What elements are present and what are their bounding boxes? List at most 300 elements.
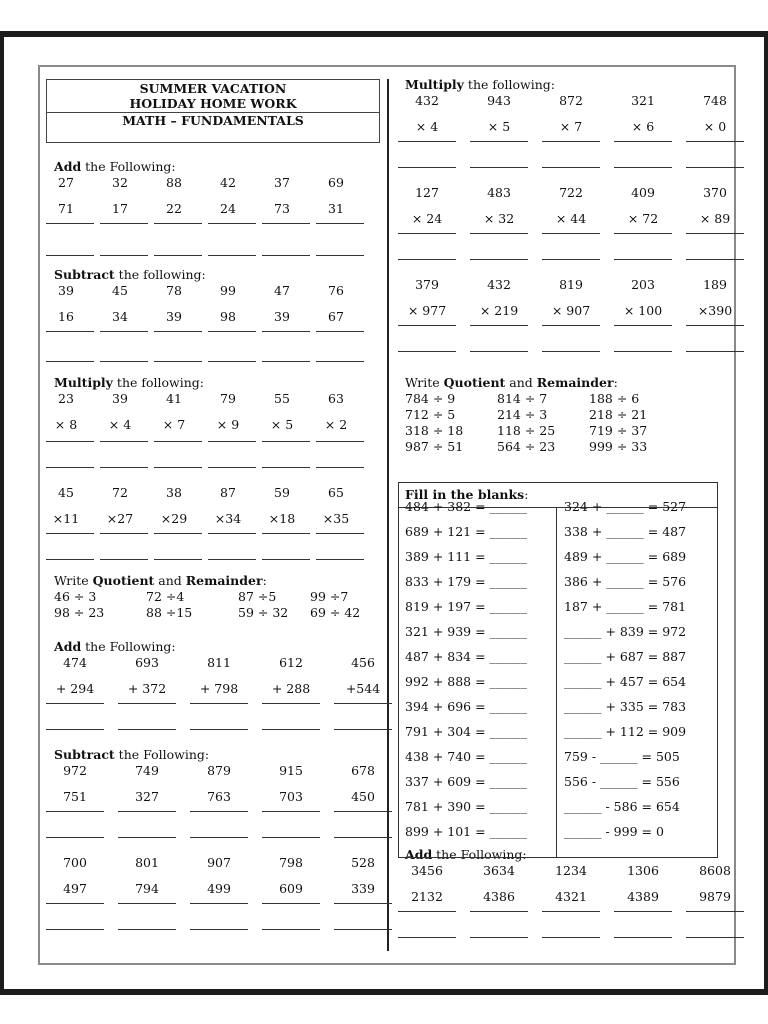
- sub1-line-2: [154, 331, 202, 332]
- mul1-answer-line-0: [46, 467, 94, 468]
- sub1-answer-line-0: [46, 361, 94, 362]
- add1-line-3: [208, 223, 256, 224]
- mul1b-top-3: 87: [220, 485, 236, 500]
- fill-right-1: 338 + ______ = 487: [564, 524, 687, 539]
- add2-answer-line-0: [46, 729, 104, 730]
- add1-line-5: [316, 223, 364, 224]
- right-div-3-2: 999 ÷ 33: [589, 439, 648, 454]
- sub2-top-0: 972: [63, 763, 87, 778]
- add1-top-3: 42: [220, 175, 236, 190]
- add1-bottom-1: 17: [112, 201, 128, 216]
- add2-bottom-0: + 294: [55, 681, 95, 696]
- fill-right-7: ______ + 457 = 654: [564, 674, 687, 689]
- rmul2-bottom-2: × 44: [555, 211, 587, 226]
- fill-left-10: 438 + 740 = ______: [405, 749, 528, 764]
- add2-line-2: [190, 703, 248, 704]
- add1-answer-line-3: [208, 255, 256, 256]
- rmul3-answer-line-0: [398, 351, 456, 352]
- mul1-top-4: 55: [274, 391, 290, 406]
- fill-right-13: ______ - 999 = 0: [564, 824, 664, 839]
- rmul1-bottom-1: × 5: [487, 119, 511, 134]
- add2-line-0: [46, 703, 104, 704]
- rmul1-line-2: [542, 141, 600, 142]
- rmul1-top-0: 432: [415, 93, 439, 108]
- mul1b-line-1: [100, 533, 148, 534]
- sub2b-top-4: 528: [351, 855, 375, 870]
- add2-answer-line-3: [262, 729, 320, 730]
- sub2-line-1: [118, 811, 176, 812]
- sub2b-bottom-1: 794: [135, 881, 159, 896]
- heading-add-right: Add the Following:: [405, 847, 527, 862]
- page-frame: [0, 31, 768, 995]
- sub2b-line-3: [262, 903, 320, 904]
- radd-line-3: [614, 911, 672, 912]
- sub1-line-3: [208, 331, 256, 332]
- sub2b-bottom-0: 497: [63, 881, 87, 896]
- fill-right-11: 556 - ______ = 556: [564, 774, 680, 789]
- fill-blanks-heading: Fill in the blanks:: [405, 487, 529, 502]
- mul1-bottom-2: × 7: [162, 417, 186, 432]
- rmul3-answer-line-2: [542, 351, 600, 352]
- sub1-top-4: 47: [274, 283, 290, 298]
- rmul2-line-1: [470, 233, 528, 234]
- sub2b-answer-line-4: [334, 929, 392, 930]
- radd-answer-line-4: [686, 937, 744, 938]
- rmul1-top-1: 943: [487, 93, 511, 108]
- mul1b-bottom-1: ×27: [106, 511, 134, 526]
- sub2b-line-0: [46, 903, 104, 904]
- sub2b-answer-line-0: [46, 929, 104, 930]
- rmul1-answer-line-3: [614, 167, 672, 168]
- add1-top-1: 32: [112, 175, 128, 190]
- add2-answer-line-4: [334, 729, 392, 730]
- rmul3-line-4: [686, 325, 744, 326]
- rmul2-answer-line-0: [398, 259, 456, 260]
- radd-bottom-1: 4386: [483, 889, 515, 904]
- add2-bottom-2: + 798: [199, 681, 239, 696]
- rmul3-line-2: [542, 325, 600, 326]
- sub2b-top-3: 798: [279, 855, 303, 870]
- rmul3-bottom-3: × 100: [623, 303, 663, 318]
- rmul2-answer-line-3: [614, 259, 672, 260]
- fill-left-5: 321 + 939 = ______: [405, 624, 528, 639]
- rmul2-line-4: [686, 233, 744, 234]
- heading-add-2: Add the Following:: [54, 639, 176, 654]
- mul1b-bottom-2: ×29: [160, 511, 188, 526]
- mul1b-top-0: 45: [58, 485, 74, 500]
- add1-top-4: 37: [274, 175, 290, 190]
- sub1-top-0: 39: [58, 283, 74, 298]
- sub1-bottom-5: 67: [328, 309, 344, 324]
- right-div-2-0: 318 ÷ 18: [405, 423, 464, 438]
- rmul3-bottom-1: × 219: [479, 303, 519, 318]
- mul1-top-2: 41: [166, 391, 182, 406]
- title-line-2: HOLIDAY HOME WORK: [129, 96, 297, 111]
- add2-line-1: [118, 703, 176, 704]
- sub2b-answer-line-1: [118, 929, 176, 930]
- rmul1-bottom-4: × 0: [703, 119, 727, 134]
- sub2-top-3: 915: [279, 763, 303, 778]
- heading-subtract-2: Subtract the Following:: [54, 747, 210, 762]
- left-div-r2-0: 98 ÷ 23: [54, 605, 105, 620]
- add1-top-5: 69: [328, 175, 344, 190]
- rmul2-answer-line-2: [542, 259, 600, 260]
- rmul3-top-1: 432: [487, 277, 511, 292]
- fill-blanks-divider: [556, 507, 557, 857]
- sub1-bottom-0: 16: [58, 309, 74, 324]
- fill-left-3: 833 + 179 = ______: [405, 574, 528, 589]
- sub1-top-3: 99: [220, 283, 236, 298]
- rmul3-top-4: 189: [703, 277, 727, 292]
- mul1b-top-5: 65: [328, 485, 344, 500]
- fill-left-7: 992 + 888 = ______: [405, 674, 528, 689]
- rmul1-answer-line-1: [470, 167, 528, 168]
- sub1-line-1: [100, 331, 148, 332]
- fill-left-0: 484 + 382 = ______: [405, 499, 528, 514]
- mul1-bottom-1: × 4: [108, 417, 132, 432]
- radd-bottom-3: 4389: [627, 889, 659, 904]
- mul1-top-0: 23: [58, 391, 74, 406]
- sub2-line-3: [262, 811, 320, 812]
- sub2-bottom-2: 763: [207, 789, 231, 804]
- left-div-r1-3: 99 ÷7: [310, 589, 349, 604]
- radd-line-2: [542, 911, 600, 912]
- mul1-answer-line-1: [100, 467, 148, 468]
- sub2b-line-2: [190, 903, 248, 904]
- rmul3-bottom-0: × 977: [407, 303, 447, 318]
- mul1b-answer-line-2: [154, 559, 202, 560]
- heading-quotient-left: Write Quotient and Remainder:: [54, 573, 267, 588]
- mul1-answer-line-2: [154, 467, 202, 468]
- sub1-bottom-4: 39: [274, 309, 290, 324]
- add2-answer-line-2: [190, 729, 248, 730]
- sub2-bottom-1: 327: [135, 789, 159, 804]
- mul1b-line-3: [208, 533, 256, 534]
- add2-line-4: [334, 703, 392, 704]
- heading-subtract-1: Subtract the following:: [54, 267, 206, 282]
- fill-right-12: ______ - 586 = 654: [564, 799, 680, 814]
- worksheet-border: [38, 65, 736, 965]
- radd-answer-line-1: [470, 937, 528, 938]
- fill-right-2: 489 + ______ = 689: [564, 549, 687, 564]
- sub2-top-2: 879: [207, 763, 231, 778]
- sub1-bottom-2: 39: [166, 309, 182, 324]
- right-div-0-2: 188 ÷ 6: [589, 391, 640, 406]
- sub1-bottom-3: 98: [220, 309, 236, 324]
- add2-answer-line-1: [118, 729, 176, 730]
- rmul1-line-1: [470, 141, 528, 142]
- sub2b-bottom-4: 339: [351, 881, 375, 896]
- rmul2-bottom-3: × 72: [627, 211, 659, 226]
- sub1-top-2: 78: [166, 283, 182, 298]
- mul1-bottom-0: × 8: [54, 417, 78, 432]
- left-div-r2-1: 88 ÷15: [146, 605, 193, 620]
- rmul3-line-0: [398, 325, 456, 326]
- mul1b-top-2: 38: [166, 485, 182, 500]
- sub2-answer-line-3: [262, 837, 320, 838]
- left-div-r1-0: 46 ÷ 3: [54, 589, 97, 604]
- sub2-answer-line-4: [334, 837, 392, 838]
- mul1b-answer-line-1: [100, 559, 148, 560]
- rmul3-answer-line-1: [470, 351, 528, 352]
- sub1-line-4: [262, 331, 310, 332]
- fill-right-8: ______ + 335 = 783: [564, 699, 687, 714]
- rmul1-bottom-3: × 6: [631, 119, 655, 134]
- mul1b-bottom-5: ×35: [322, 511, 350, 526]
- mul1b-answer-line-4: [262, 559, 310, 560]
- rmul2-bottom-4: × 89: [699, 211, 731, 226]
- sub2b-bottom-3: 609: [279, 881, 303, 896]
- mul1-line-4: [262, 441, 310, 442]
- left-div-r1-2: 87 ÷5: [238, 589, 277, 604]
- mul1-top-3: 79: [220, 391, 236, 406]
- add1-top-0: 27: [58, 175, 74, 190]
- rmul1-line-4: [686, 141, 744, 142]
- right-div-0-1: 814 ÷ 7: [497, 391, 548, 406]
- mul1b-top-1: 72: [112, 485, 128, 500]
- mul1b-line-4: [262, 533, 310, 534]
- add1-line-2: [154, 223, 202, 224]
- rmul3-bottom-4: ×390: [697, 303, 733, 318]
- add2-top-1: 693: [135, 655, 159, 670]
- mul1b-top-4: 59: [274, 485, 290, 500]
- sub1-line-5: [316, 331, 364, 332]
- fill-left-13: 899 + 101 = ______: [405, 824, 528, 839]
- add1-bottom-0: 71: [58, 201, 74, 216]
- heading-quotient-right: Write Quotient and Remainder:: [405, 375, 618, 390]
- right-div-0-0: 784 ÷ 9: [405, 391, 456, 406]
- mul1-top-5: 63: [328, 391, 344, 406]
- mul1-answer-line-4: [262, 467, 310, 468]
- left-div-r2-2: 59 ÷ 32: [238, 605, 289, 620]
- add1-answer-line-5: [316, 255, 364, 256]
- right-div-2-2: 719 ÷ 37: [589, 423, 648, 438]
- radd-line-4: [686, 911, 744, 912]
- left-div-r2-3: 69 ÷ 42: [310, 605, 361, 620]
- add1-answer-line-4: [262, 255, 310, 256]
- mul1-line-2: [154, 441, 202, 442]
- mul1b-answer-line-3: [208, 559, 256, 560]
- add2-bottom-3: + 288: [271, 681, 311, 696]
- add1-line-4: [262, 223, 310, 224]
- fill-right-5: ______ + 839 = 972: [564, 624, 687, 639]
- worksheet-sheet: [4, 37, 764, 989]
- mul1-bottom-3: × 9: [216, 417, 240, 432]
- rmul2-line-2: [542, 233, 600, 234]
- sub2b-line-1: [118, 903, 176, 904]
- sub1-answer-line-3: [208, 361, 256, 362]
- add1-answer-line-0: [46, 255, 94, 256]
- mul1b-line-2: [154, 533, 202, 534]
- sub1-line-0: [46, 331, 94, 332]
- mul1-bottom-4: × 5: [270, 417, 294, 432]
- rmul3-top-3: 203: [631, 277, 655, 292]
- sub2b-answer-line-3: [262, 929, 320, 930]
- rmul1-line-0: [398, 141, 456, 142]
- add2-top-4: 456: [351, 655, 375, 670]
- rmul2-top-2: 722: [559, 185, 583, 200]
- radd-answer-line-2: [542, 937, 600, 938]
- radd-line-1: [470, 911, 528, 912]
- sub2-top-1: 749: [135, 763, 159, 778]
- rmul1-top-2: 872: [559, 93, 583, 108]
- rmul2-answer-line-4: [686, 259, 744, 260]
- add2-line-3: [262, 703, 320, 704]
- title-box: [46, 79, 380, 143]
- right-div-1-1: 214 ÷ 3: [497, 407, 548, 422]
- rmul2-line-0: [398, 233, 456, 234]
- fill-left-12: 781 + 390 = ______: [405, 799, 528, 814]
- mul1-answer-line-5: [316, 467, 364, 468]
- rmul3-line-3: [614, 325, 672, 326]
- sub1-bottom-1: 34: [112, 309, 128, 324]
- sub1-answer-line-4: [262, 361, 310, 362]
- rmul2-bottom-0: × 24: [411, 211, 443, 226]
- right-div-3-1: 564 ÷ 23: [497, 439, 556, 454]
- radd-answer-line-0: [398, 937, 456, 938]
- mul1b-line-0: [46, 533, 94, 534]
- right-div-3-0: 987 ÷ 51: [405, 439, 464, 454]
- rmul2-answer-line-1: [470, 259, 528, 260]
- fill-right-9: ______ + 112 = 909: [564, 724, 687, 739]
- mul1b-line-5: [316, 533, 364, 534]
- mul1b-answer-line-5: [316, 559, 364, 560]
- left-div-r1-1: 72 ÷4: [146, 589, 185, 604]
- add1-answer-line-1: [100, 255, 148, 256]
- sub2-answer-line-1: [118, 837, 176, 838]
- rmul3-bottom-2: × 907: [551, 303, 591, 318]
- rmul1-top-4: 748: [703, 93, 727, 108]
- sub2b-answer-line-2: [190, 929, 248, 930]
- fill-right-4: 187 + ______ = 781: [564, 599, 687, 614]
- heading-multiply-1: Multiply the following:: [54, 375, 205, 390]
- fill-right-3: 386 + ______ = 576: [564, 574, 687, 589]
- sub2-answer-line-2: [190, 837, 248, 838]
- rmul2-top-4: 370: [703, 185, 727, 200]
- radd-top-3: 1306: [627, 863, 659, 878]
- mul1-line-1: [100, 441, 148, 442]
- fill-left-4: 819 + 197 = ______: [405, 599, 528, 614]
- fill-left-6: 487 + 834 = ______: [405, 649, 528, 664]
- radd-top-0: 3456: [411, 863, 443, 878]
- sub2-line-0: [46, 811, 104, 812]
- sub2-bottom-3: 703: [279, 789, 303, 804]
- fill-left-9: 791 + 304 = ______: [405, 724, 528, 739]
- column-divider: [387, 79, 389, 951]
- mul1b-bottom-0: ×11: [52, 511, 80, 526]
- rmul3-top-0: 379: [415, 277, 439, 292]
- add1-answer-line-2: [154, 255, 202, 256]
- radd-top-4: 8608: [699, 863, 731, 878]
- rmul2-top-3: 409: [631, 185, 655, 200]
- heading-multiply-right: Multiply the following:: [405, 77, 556, 92]
- rmul1-answer-line-0: [398, 167, 456, 168]
- fill-left-2: 389 + 111 = ______: [405, 549, 528, 564]
- add1-bottom-3: 24: [220, 201, 236, 216]
- rmul3-line-1: [470, 325, 528, 326]
- add1-bottom-4: 73: [274, 201, 290, 216]
- sub2-bottom-0: 751: [63, 789, 87, 804]
- radd-top-1: 3634: [483, 863, 515, 878]
- rmul1-top-3: 321: [631, 93, 655, 108]
- radd-answer-line-3: [614, 937, 672, 938]
- sub2b-bottom-2: 499: [207, 881, 231, 896]
- sub2-answer-line-0: [46, 837, 104, 838]
- radd-line-0: [398, 911, 456, 912]
- rmul3-answer-line-4: [686, 351, 744, 352]
- rmul1-line-3: [614, 141, 672, 142]
- mul1-bottom-5: × 2: [324, 417, 348, 432]
- fill-left-8: 394 + 696 = ______: [405, 699, 528, 714]
- sub2b-top-2: 907: [207, 855, 231, 870]
- right-div-1-0: 712 ÷ 5: [405, 407, 456, 422]
- rmul1-answer-line-4: [686, 167, 744, 168]
- mul1-line-3: [208, 441, 256, 442]
- sub1-answer-line-2: [154, 361, 202, 362]
- add2-top-3: 612: [279, 655, 303, 670]
- rmul1-bottom-0: × 4: [415, 119, 439, 134]
- fill-left-1: 689 + 121 = ______: [405, 524, 528, 539]
- fill-right-0: 324 + ______ = 527: [564, 499, 687, 514]
- add1-bottom-5: 31: [328, 201, 344, 216]
- sub2-bottom-4: 450: [351, 789, 375, 804]
- add1-top-2: 88: [166, 175, 182, 190]
- mul1-line-5: [316, 441, 364, 442]
- rmul2-line-3: [614, 233, 672, 234]
- sub2b-line-4: [334, 903, 392, 904]
- fill-right-6: ______ + 687 = 887: [564, 649, 687, 664]
- mul1-top-1: 39: [112, 391, 128, 406]
- radd-bottom-2: 4321: [555, 889, 587, 904]
- add1-line-0: [46, 223, 94, 224]
- title-line-3: MATH – FUNDAMENTALS: [122, 113, 304, 128]
- mul1-answer-line-3: [208, 467, 256, 468]
- radd-bottom-4: 9879: [699, 889, 731, 904]
- add2-bottom-1: + 372: [127, 681, 167, 696]
- fill-left-11: 337 + 609 = ______: [405, 774, 528, 789]
- radd-top-2: 1234: [555, 863, 587, 878]
- fill-right-10: 759 - ______ = 505: [564, 749, 680, 764]
- rmul2-top-0: 127: [415, 185, 439, 200]
- add1-bottom-2: 22: [166, 201, 182, 216]
- sub1-answer-line-5: [316, 361, 364, 362]
- mul1-line-0: [46, 441, 94, 442]
- sub1-top-5: 76: [328, 283, 344, 298]
- mul1b-bottom-4: ×18: [268, 511, 296, 526]
- sub1-top-1: 45: [112, 283, 128, 298]
- sub2b-top-0: 700: [63, 855, 87, 870]
- mul1b-answer-line-0: [46, 559, 94, 560]
- add1-line-1: [100, 223, 148, 224]
- add2-top-2: 811: [207, 655, 231, 670]
- rmul1-bottom-2: × 7: [559, 119, 583, 134]
- rmul3-top-2: 819: [559, 277, 583, 292]
- title-line-1: SUMMER VACATION: [139, 81, 287, 96]
- rmul1-answer-line-2: [542, 167, 600, 168]
- right-div-2-1: 118 ÷ 25: [497, 423, 556, 438]
- right-div-1-2: 218 ÷ 21: [589, 407, 648, 422]
- mul1b-bottom-3: ×34: [214, 511, 242, 526]
- sub2b-top-1: 801: [135, 855, 159, 870]
- sub2-line-2: [190, 811, 248, 812]
- sub2-line-4: [334, 811, 392, 812]
- rmul2-top-1: 483: [487, 185, 511, 200]
- sub1-answer-line-1: [100, 361, 148, 362]
- heading-add-1: Add the Following:: [54, 159, 176, 174]
- rmul2-bottom-1: × 32: [483, 211, 515, 226]
- add2-bottom-4: +544: [345, 681, 381, 696]
- radd-bottom-0: 2132: [411, 889, 443, 904]
